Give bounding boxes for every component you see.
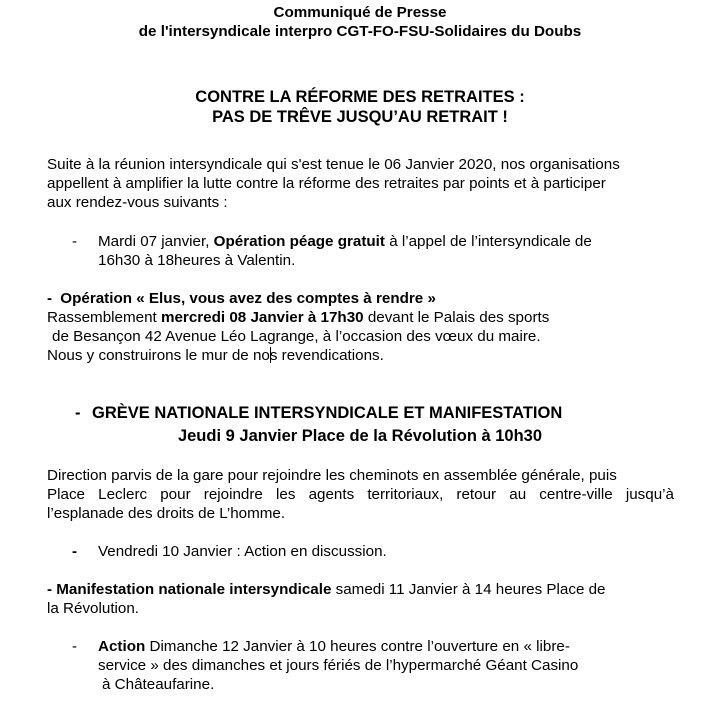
item4-line-1 (47, 580, 606, 599)
item2-line-2 (47, 308, 549, 327)
item1-line-1 (98, 232, 592, 251)
title-line-2: PAS DE TRÊVE JUSQU’AU RETRAIT ! (212, 108, 508, 126)
intro-line-2: appellent à amplifier la lutte contre la réforme des retraites par points et à participer (47, 175, 606, 192)
item2-line-4 (47, 346, 384, 365)
intro-line-3: aux rendez-vous suivants : (47, 194, 228, 211)
item2-line-3: de Besançon 42 Avenue Léo Lagrange, à l’occasion des vœux du maire. (52, 328, 541, 345)
strike-dash: - (75, 404, 81, 422)
item3-text: Vendredi 10 Janvier : Action en discussion. (98, 543, 387, 560)
item4-line-2: la Révolution. (47, 600, 140, 617)
item2-line4-a: Nous y construirons le mur de no (47, 347, 270, 364)
item5-line-2: service » des dimanches et jours fériés de l’hypermarché Géant Casino (98, 657, 579, 674)
route-line-2 (47, 485, 674, 504)
item1-line-2: 16h30 à 18heures à Valentin. (98, 252, 296, 269)
item5-line-3: à Châteaufarine. (102, 676, 215, 693)
item2-line2-pre: Rassemblement (47, 309, 161, 326)
item4-post: samedi 11 Janvier à 14 heures Place de (331, 581, 606, 598)
item2-line4-b: s revendications. (269, 347, 384, 364)
item1-bold: Opération péage gratuit (213, 233, 385, 250)
strike-line-1: GRÈVE NATIONALE INTERSYNDICALE ET MANIFESTATION (92, 404, 563, 422)
item1-post: à l’appel de l’intersyndicale de (384, 233, 592, 250)
item2-heading: Opération « Elus, vous avez des comptes à rendre » (60, 290, 436, 307)
item2-line2-bold: mercredi 08 Janvier à 17h30 (160, 309, 364, 326)
item5-bold: Action (98, 638, 146, 655)
item1-pre: Mardi 07 janvier, (98, 233, 214, 250)
item2-line2-post: devant le Palais des sports (363, 309, 550, 326)
header-line-2: de l'intersyndicale interpro CGT-FO-FSU-Solidaires du Doubs (138, 23, 582, 40)
item2-heading-dash: - (47, 290, 57, 307)
header-line-1: Communiqué de Presse (273, 4, 447, 21)
route-line-2-text: Place Leclerc pour rejoindre les agents territoriaux, retour au centre-ville jusqu’à (47, 486, 674, 503)
item4-bold: - Manifestation nationale intersyndicale (47, 581, 332, 598)
route-line-1 (47, 466, 674, 485)
item5-line-1 (98, 637, 570, 656)
title-line-1: CONTRE LA RÉFORME DES RETRAITES : (195, 88, 525, 106)
item2-heading-line (47, 289, 436, 308)
route-line-3: l’esplanade des droits de L’homme. (47, 505, 286, 522)
item5-dash: - (72, 638, 78, 655)
item5-post: Dimanche 12 Janvier à 10 heures contre l’ouverture en « libre- (145, 638, 570, 655)
strike-line-2: Jeudi 9 Janvier Place de la Révolution à 10h30 (177, 427, 543, 445)
route-line-1-text: Direction parvis de la gare pour rejoindre les cheminots en assemblée générale, puis (47, 467, 617, 484)
item1-dash: - (72, 233, 78, 250)
intro-line-1: Suite à la réunion intersyndicale qui s'est tenue le 06 Janvier 2020, nos organisations (47, 156, 620, 173)
item3-dash: - (72, 543, 78, 560)
